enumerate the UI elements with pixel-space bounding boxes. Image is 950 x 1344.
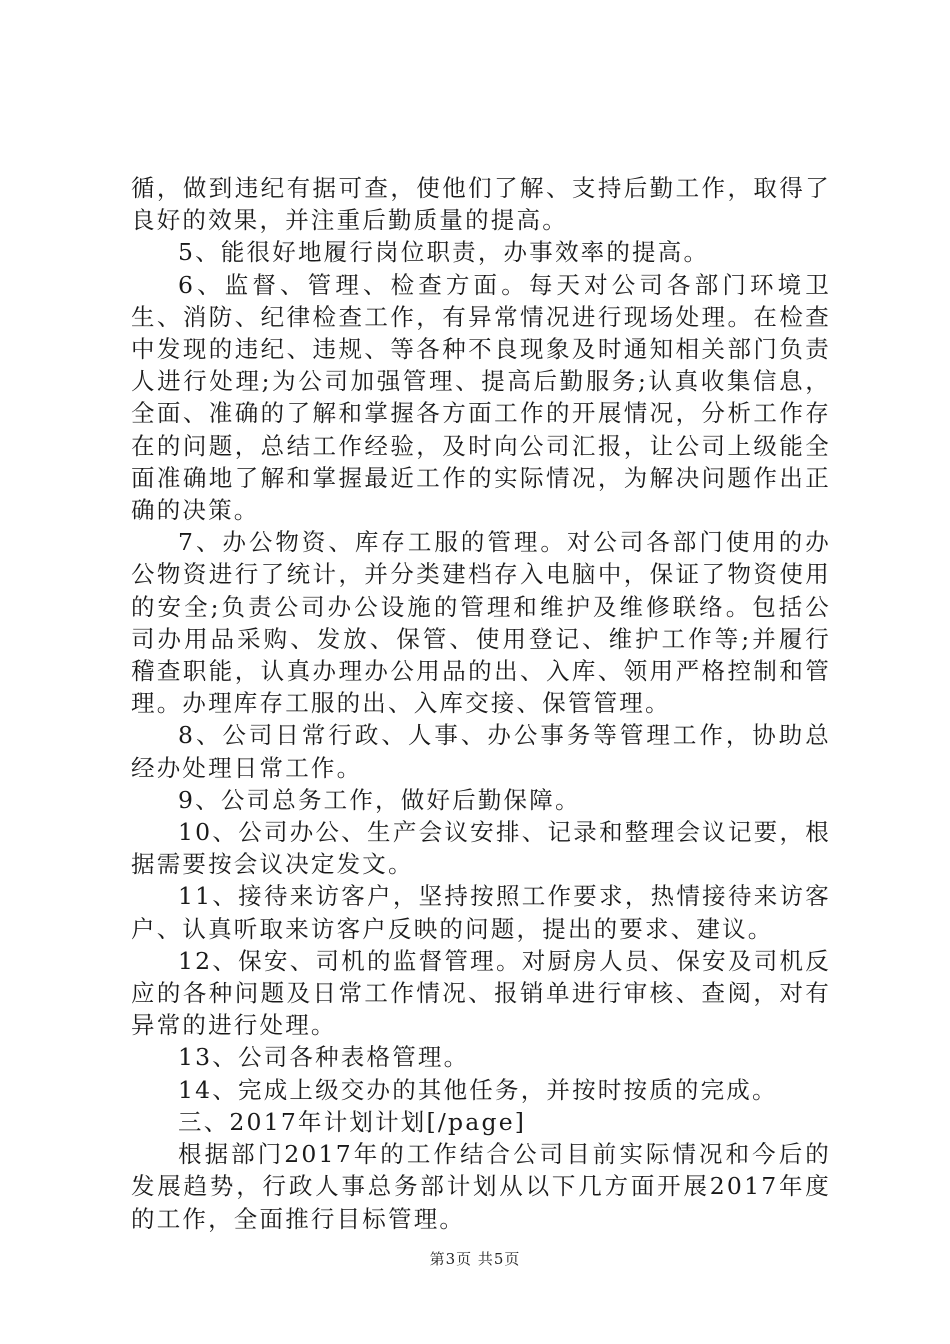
paragraph: 8、公司日常行政、人事、办公事务等管理工作，协助总经办处理日常工作。 — [131, 721, 831, 782]
paragraph: 14、完成上级交办的其他任务，并按时按质的完成。 — [178, 1075, 778, 1104]
document-body — [131, 172, 831, 1235]
paragraph: 6、监督、管理、检查方面。每天对公司各部门环境卫生、消防、纪律检查工作，有异常情况进行现场处理。在检查中发现的违纪、违规、等各种不良现象及时通知相关部门负责人进行处理;为公司加强管理、提高后勤服务;认真收集信息，全面、准确的了解和掌握各方面工作的开展情况，分析工作存在的问题，总结工作经验，及时向公司汇报，让公司上级能全面准确地了解和掌握最近工作的实际情况，为解决问题作出正确的决策。 — [131, 270, 831, 525]
paragraph: 10、公司办公、生产会议安排、记录和整理会议记要，根据需要按会议决定发文。 — [131, 818, 831, 879]
paragraph: 11、接待来访客户，坚持按照工作要求，热情接待来访客户、认真听取来访客户反映的问题，提出的要求、建议。 — [131, 882, 831, 943]
paragraph: 9、公司总务工作，做好后勤保障。 — [178, 785, 581, 814]
paragraph: 12、保安、司机的监督管理。对厨房人员、保安及司机反应的各种问题及日常工作情况、报销单进行审核、查阅，对有异常的进行处理。 — [131, 946, 831, 1040]
section-heading: 三、2017年计划计划[/page] — [178, 1107, 527, 1136]
page-number-footer: 第3页 共5页 — [429, 1250, 521, 1268]
paragraph: 循，做到违纪有据可查，使他们了解、支持后勤工作，取得了良好的效果，并注重后勤质量的提高。 — [131, 174, 831, 235]
paragraph: 13、公司各种表格管理。 — [178, 1043, 470, 1072]
paragraph: 根据部门2017年的工作结合公司目前实际情况和今后的发展趋势，行政人事总务部计划从以下几方面开展2017年度的工作，全面推行目标管理。 — [131, 1140, 831, 1233]
paragraph: 5、能很好地履行岗位职责，办事效率的提高。 — [178, 238, 710, 267]
paragraph: 7、办公物资、库存工服的管理。对公司各部门使用的办公物资进行了统计，并分类建档存入电脑中，保证了物资使用的安全;负责公司办公设施的管理和维护及维修联络。包括公司办用品采购、发放、保管、使用登记、维护工作等;并履行稽查职能，认真办理办公用品的出、入库、领用严格控制和管理。办理库存工服的出、入库交接、保管管理。 — [131, 528, 831, 718]
